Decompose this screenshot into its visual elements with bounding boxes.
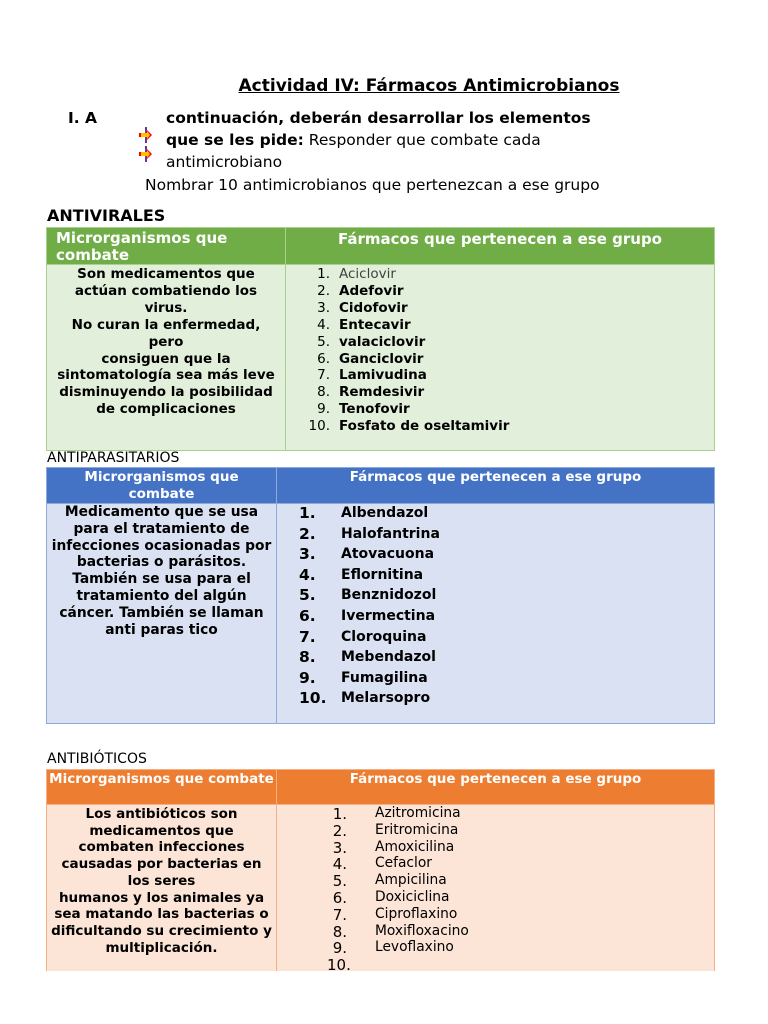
drug-list-item: [277, 923, 714, 940]
drug-number: 8.: [332, 922, 347, 941]
antiparasitarios-col1-line2: combate: [128, 485, 195, 502]
drug-number: 3.: [317, 299, 330, 316]
drug-name: Mebendazol: [341, 649, 436, 666]
antiparasitarios-col1-line1: Microrganismos que: [84, 469, 239, 485]
description-line: sea matando las bacterias o: [54, 906, 269, 923]
drug-number: 5.: [317, 333, 330, 350]
drug-name: Adefovir: [339, 282, 404, 299]
antibioticos-header-row: [47, 770, 715, 805]
drug-number: 3.: [332, 838, 347, 857]
drug-list-item: [286, 317, 714, 334]
antiparasitarios-table: [46, 467, 715, 724]
drug-name: Ganciclovir: [339, 350, 424, 367]
drug-name: Azitromicina: [375, 805, 461, 821]
description-line: combaten infecciones: [78, 839, 245, 856]
drug-list-item: [277, 872, 714, 889]
drug-number: 4.: [299, 565, 316, 584]
drug-number: 7.: [299, 627, 316, 646]
drug-list-item: [277, 606, 714, 627]
drug-number: 7.: [332, 905, 347, 924]
drug-name: Ciproflaxino: [375, 905, 458, 922]
drug-name: Doxiciclina: [375, 888, 450, 905]
arrow-bullet-icon: [139, 146, 153, 162]
drug-list-item: [277, 503, 714, 524]
antiparasitarios-body-row: [47, 504, 715, 724]
description-line: También se usa para el: [72, 571, 251, 588]
drug-number: 4.: [332, 855, 347, 874]
description-line: para el tratamiento de: [73, 520, 250, 537]
intro-line-1: continuación, deberán desarrollar los elementos: [166, 109, 591, 127]
drug-number: 2.: [299, 524, 316, 543]
drug-list-item: [277, 668, 714, 689]
description-line: bacterias o parásitos.: [76, 554, 247, 571]
drug-list-item: [277, 627, 714, 648]
drug-name: Aciclovir: [339, 266, 396, 282]
description-line: medicamentos que: [89, 822, 234, 839]
drug-number: 9.: [317, 401, 330, 418]
arrow-bullet-icon: [139, 127, 153, 143]
antiparasitarios-header-row: [47, 468, 715, 504]
drug-list-item: [286, 300, 714, 317]
page-title: Actividad IV: Fármacos Antimicrobianos: [238, 76, 620, 96]
drug-name: Cefaclor: [375, 855, 432, 872]
drug-list-item: [277, 939, 714, 956]
intro-line-2: [166, 131, 541, 149]
drug-list-item: [277, 839, 714, 856]
description-line: sintomatología sea más leve: [57, 367, 275, 384]
antivirales-header-row: [47, 228, 715, 265]
description-line: multiplicación.: [105, 939, 218, 956]
drug-number: 8.: [317, 384, 330, 401]
drug-name: Lamivudina: [339, 367, 427, 384]
drug-number: 9.: [332, 939, 347, 958]
drug-number: 1.: [332, 805, 347, 823]
drug-list-item: [277, 855, 714, 872]
drug-name: Cloroquina: [341, 628, 427, 645]
antivirales-heading: ANTIVIRALES: [47, 206, 166, 225]
antivirales-drug-cell: [286, 265, 715, 451]
drug-list-item: [286, 401, 714, 418]
drug-name: Entecavir: [339, 316, 411, 333]
intro-line-3: antimicrobiano: [166, 153, 283, 171]
drug-list-item: [277, 565, 714, 586]
description-line: Medicamento que se usa: [64, 504, 259, 520]
drug-name: Remdesivir: [339, 384, 425, 401]
drug-name: Eritromicina: [375, 821, 459, 838]
drug-number: 10.: [327, 956, 351, 975]
antivirales-description: [47, 265, 286, 451]
drug-number: 1.: [317, 266, 330, 282]
antivirales-col2-header: Fármacos que pertenecen a ese grupo: [286, 228, 715, 265]
intro-line-4: Nombrar 10 antimicrobianos que pertenezcan a ese grupo: [145, 176, 600, 194]
drug-name: Atovacuona: [341, 546, 435, 563]
description-line: cáncer. También se llaman: [59, 604, 264, 621]
drug-number: 2.: [317, 282, 330, 299]
description-line: actúan combatiendo los: [74, 282, 258, 299]
antibioticos-col2-header: Fármacos que pertenecen a ese grupo: [277, 770, 715, 805]
drug-number: 6.: [299, 606, 316, 625]
antiparasitarios-heading: ANTIPARASITARIOS: [47, 450, 180, 466]
description-line: Son medicamentos que: [77, 266, 255, 282]
drug-list-item: [286, 283, 714, 300]
drug-name: Halofantrina: [341, 525, 440, 542]
antibioticos-description: [47, 805, 277, 971]
antibioticos-col1-header: Microrganismos que combate: [47, 770, 277, 805]
description-line: pero: [148, 333, 184, 350]
intro-line-2-rest: Responder que combate cada: [303, 131, 541, 149]
drug-list-item: [277, 647, 714, 668]
drug-name: Benznidozol: [341, 587, 437, 604]
antiparasitarios-description: [47, 504, 277, 724]
drug-list-item: [277, 889, 714, 906]
drug-list-item: [286, 266, 714, 283]
antibioticos-table: [46, 769, 715, 975]
drug-list-item: [286, 418, 714, 435]
description-line: causadas por bacterias en: [61, 856, 262, 873]
drug-list-item: [286, 367, 714, 384]
drug-list-item: [277, 688, 714, 709]
drug-name: Moxifloxacino: [375, 922, 469, 939]
drug-name: Fumagilina: [341, 669, 428, 686]
antiparasitarios-col2-header: Fármacos que pertenecen a ese grupo: [277, 468, 715, 504]
antiparasitarios-drug-cell: [277, 504, 715, 724]
intro-line-2-bold: que se les pide:: [166, 131, 304, 149]
description-line: consiguen que la: [101, 350, 231, 367]
drug-list-item: [277, 822, 714, 839]
drug-number: 10.: [308, 418, 330, 435]
antivirales-table: [46, 227, 715, 451]
drug-name: Levoflaxino: [375, 939, 454, 956]
drug-list-item: [277, 805, 714, 822]
description-line: Los antibióticos son: [85, 806, 238, 822]
drug-number: 2.: [332, 821, 347, 840]
description-line: No curan la enfermedad,: [71, 316, 261, 333]
antibioticos-body-row: [47, 805, 715, 971]
antiparasitarios-col1-header: [47, 468, 277, 504]
drug-list-item: [286, 334, 714, 351]
drug-number: 4.: [317, 316, 330, 333]
drug-name: Melarsopro: [341, 690, 431, 707]
description-line: de complicaciones: [96, 401, 236, 418]
drug-number: 8.: [299, 648, 316, 667]
drug-name: Albendazol: [341, 505, 429, 521]
drug-number: 1.: [299, 504, 316, 522]
drug-list-item: [286, 384, 714, 401]
drug-number: 6.: [332, 888, 347, 907]
antibioticos-heading: ANTIBIÓTICOS: [47, 751, 147, 767]
description-line: dificultando su crecimiento y: [51, 922, 272, 939]
drug-name: valaciclovir: [339, 333, 426, 350]
drug-number: 6.: [317, 350, 330, 367]
description-line: anti paras tico: [105, 621, 218, 638]
description-line: disminuyendo la posibilidad: [59, 384, 273, 401]
drug-list-item: [277, 906, 714, 923]
drug-name: Cidofovir: [339, 299, 408, 316]
drug-list-item: [277, 544, 714, 565]
description-line: infecciones ocasionadas por: [51, 537, 272, 554]
drug-name: Ivermectina: [341, 607, 436, 624]
drug-list-item: [286, 351, 714, 368]
antibioticos-drug-cell: [277, 805, 715, 975]
drug-list-item: [277, 585, 714, 606]
drug-name: Tenofovir: [339, 401, 410, 418]
drug-number: 10.: [299, 689, 327, 708]
description-line: los seres: [127, 872, 196, 889]
drug-number: 9.: [299, 668, 316, 687]
drug-number: 7.: [317, 367, 330, 384]
description-line: humanos y los animales ya: [58, 889, 265, 906]
description-line: tratamiento del algún: [76, 587, 247, 604]
antivirales-body-row: [47, 265, 715, 451]
drug-number: 5.: [332, 872, 347, 891]
drug-number: 5.: [299, 586, 316, 605]
drug-name: Eflornitina: [341, 566, 424, 583]
section-number: I. A: [68, 109, 98, 127]
drug-name: Fosfato de oseltamivir: [339, 418, 510, 435]
drug-list-item: [277, 524, 714, 545]
drug-name: Ampicilina: [375, 872, 447, 889]
antivirales-col1-header: Microrganismos que combate: [47, 228, 286, 265]
description-line: virus.: [144, 299, 188, 316]
drug-number: 3.: [299, 545, 316, 564]
drug-name: Amoxicilina: [375, 838, 455, 855]
